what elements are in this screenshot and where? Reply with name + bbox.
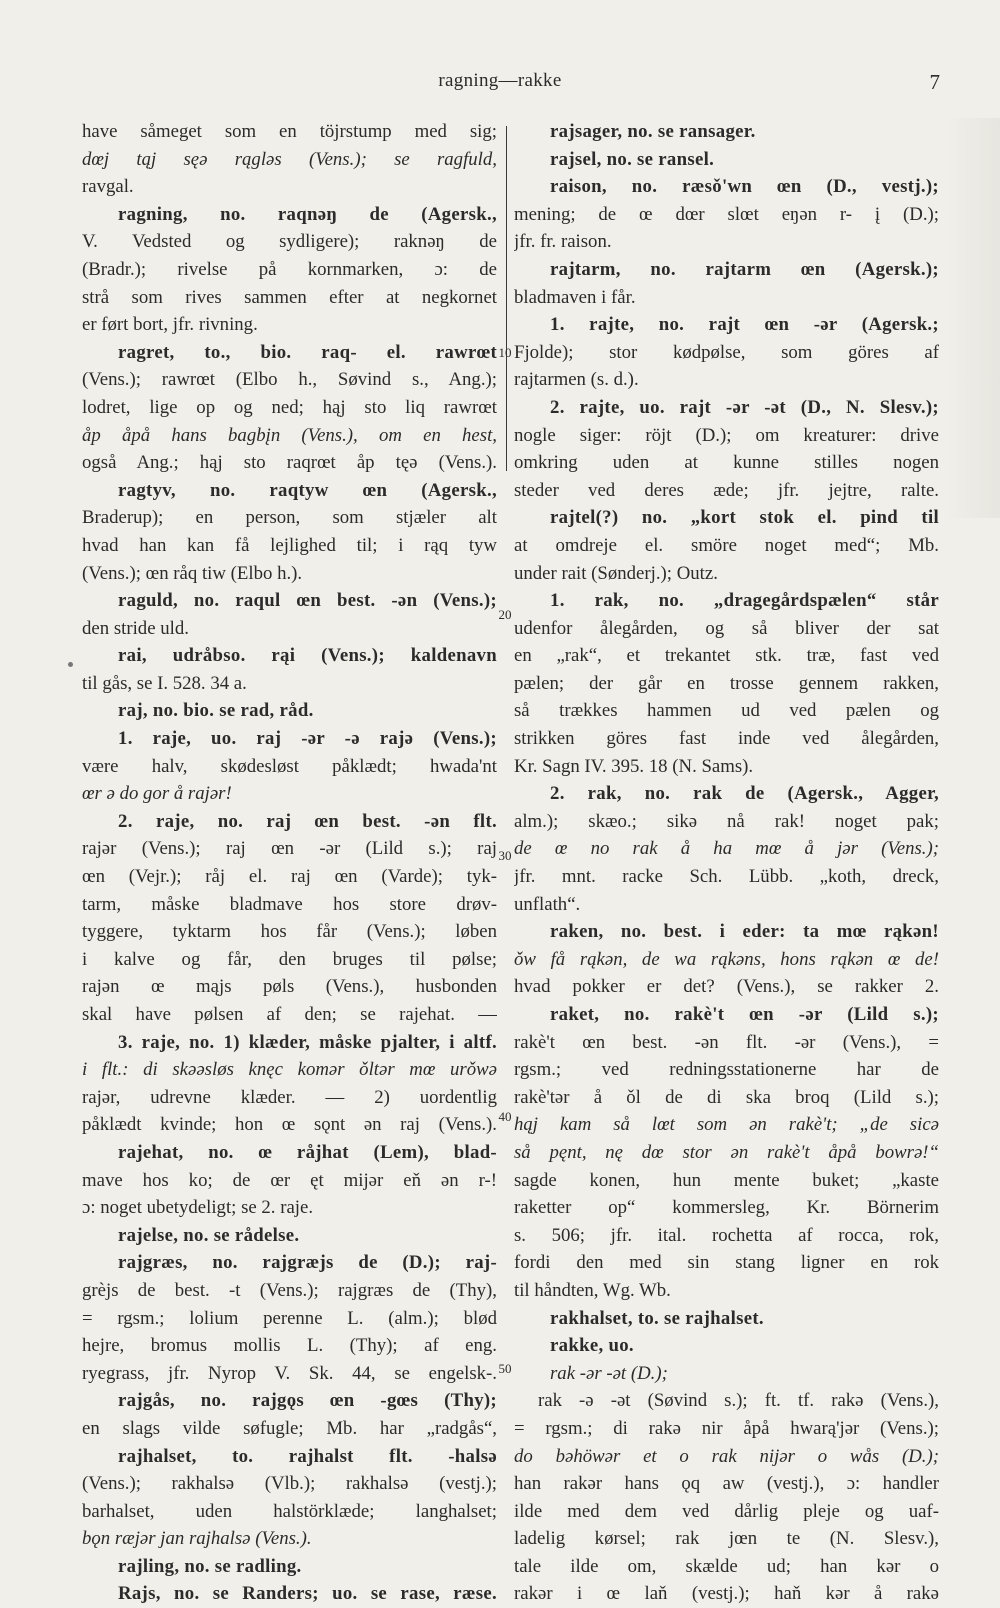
entry-line: raketter op“ kommersleg, Kr. Börnerim: [514, 1197, 939, 1219]
line-number-50: 50: [498, 1361, 512, 1376]
right-column: [514, 118, 939, 1608]
entry-headword-line: 1. rak, no. „dragegårdspælen“ står: [550, 590, 939, 612]
entry-line: rgsm.; ved redningsstationerne har de: [514, 1059, 939, 1081]
entry-line: rak -ər -ət (D.);: [550, 1362, 668, 1384]
bleed-through-shadow: [945, 118, 1000, 518]
entry-line: dœj tąj sęə rąglǝs (Vens.); se ragfuld,: [82, 148, 497, 170]
entry-headword-line: 1. raje, uo. raj -ər -ə rajə (Vens.);: [118, 728, 497, 750]
entry-line: rajən œ mąjs pøls (Vens.), husbonden: [82, 976, 497, 998]
entry-line: den stride uld.: [82, 617, 189, 639]
entry-line: rakər i œ laň (vestj.); haň kǝr å rakə: [514, 1583, 939, 1605]
entry-line: i flt.: di skǝəsløs knęc komər ǒltər mœ urǒwə: [82, 1059, 497, 1081]
entry-headword-line: ragtyv, no. raqtyw œn (Agersk.,: [118, 479, 497, 501]
entry-line: ryegrass, jfr. Nyrop V. Sk. 44, se engelsk-.: [82, 1362, 497, 1384]
entry-line: nogle siger: röjt (D.); om kreaturer: drive: [514, 424, 939, 446]
line-number-10: 10: [498, 345, 512, 360]
entry-line: bǫn ræjər jan rajhalsə (Vens.).: [82, 1528, 312, 1550]
entry-line: mave hos ko; de œr ęt mijər eň ən r-!: [82, 1169, 497, 1191]
entry-line: V. Vedsted og sydligere); raknəŋ de: [82, 231, 497, 253]
entry-line: tarm, måske bladmave hos store drøv-: [82, 893, 497, 915]
entry-line: strikken göres fast inde ved ålegården,: [514, 728, 939, 750]
entry-headword-line: ragning, no. raqnəŋ de (Agersk.,: [118, 203, 497, 225]
entry-line: hvad han kan få lejlighed til; i rąq tyw: [82, 534, 497, 556]
entry-line: åp åpå hans bagbįn (Vens.), om en hest,: [82, 424, 497, 446]
entry-line: tyggere, tyktarm hos får (Vens.); løben: [82, 921, 497, 943]
entry-line: Kr. Sagn IV. 395. 18 (N. Sams).: [514, 755, 754, 777]
entry-line: hejre, bromus mollis L. (Thy); af eng.: [82, 1335, 497, 1357]
entry-headword-line: rajgås, no. rajgǫs œn -gœs (Thy);: [118, 1390, 497, 1412]
entry-line: rak -ə -ət (Søvind s.); ft. tf. rakə (Vens.),: [538, 1390, 939, 1412]
line-number-30: 30: [498, 848, 512, 863]
entry-line: œr ə do gor å rajər!: [82, 783, 232, 805]
left-column: [82, 118, 497, 1608]
entry-line: han rakər hans ǫq aw (vestj.), ɔ: handler: [514, 1473, 939, 1495]
entry-line: ǒw få rąkən, de wa rąkəns, hons rąkən œ de!: [514, 948, 939, 970]
entry-line: at omdreje el. smöre noget med“; Mb.: [514, 534, 939, 556]
entry-headword-line: Rajs, no. se Randers; uo. se rase, ræse.: [118, 1583, 497, 1605]
entry-line: bladmaven i får.: [514, 286, 636, 308]
entry-line: så pęnt, nę dœ stor ən rakè't åpå bowrə!“: [514, 1141, 939, 1163]
entry-line: de œ no rak å ha mœ å jǝr (Vens.);: [514, 838, 939, 860]
entry-headword-line: 2. rak, no. rak de (Agersk., Agger,: [550, 783, 939, 805]
entry-line: (Bradr.); rivelse på kornmarken, ɔ: de: [82, 258, 497, 280]
entry-line: (Vens.); œn råq tiw (Elbo h.).: [82, 562, 303, 584]
entry-headword-line: raison, no. ræsǒ'wn œn (D., vestj.);: [550, 176, 939, 198]
entry-line: sagde konen, hun mente buket; „kaste: [514, 1169, 939, 1191]
entry-line: rakè'tər å ǒl de di ska broq (Lild s.);: [514, 1086, 939, 1108]
entry-line: strå som rives sammen efter at negkornet: [82, 286, 497, 308]
entry-line: være halv, skødesløst påklædt; hwada'nt: [82, 755, 497, 777]
entry-line: Fjolde); stor kødpølse, som göres af: [514, 341, 939, 363]
entry-line: påklædt kvinde; hon œ sǫnt ən raj (Vens.).: [82, 1114, 497, 1136]
entry-line: have såmeget som en töjrstump med sig;: [82, 121, 497, 142]
entry-headword-line: raken, no. best. i eder: ta mœ rąkən!: [550, 921, 939, 943]
entry-headword-line: rakke, uo.: [550, 1335, 634, 1357]
entry-headword-line: rajsel, no. se ransel.: [550, 148, 715, 170]
entry-line: ilde med dem ved dårlig pleje og uaf-: [514, 1500, 939, 1522]
entry-line: jfr. fr. raison.: [514, 231, 612, 253]
entry-headword-line: rajehat, no. œ råjhat (Lem), blad-: [118, 1141, 497, 1163]
entry-line: ravgal.: [82, 176, 134, 198]
entry-line: en „rak“, et trekantet stk. træ, fast ved: [514, 645, 939, 667]
entry-headword-line: raguld, no. raqul œn best. -ən (Vens.);: [118, 590, 497, 612]
entry-line: lodret, lige op og ned; hąj sto liq rawrœt: [82, 396, 497, 418]
entry-line: fordi den med sin stang ligner en rok: [514, 1252, 939, 1274]
entry-line: (Vens.); rakhalsə (Vlb.); rakhalsə (vestj.);: [82, 1473, 497, 1495]
entry-line: rajtarmen (s. d.).: [514, 369, 639, 391]
entry-line: unflath“.: [514, 893, 581, 915]
entry-headword-line: 1. rajte, no. rajt œn -ər (Agersk.;: [550, 314, 939, 336]
entry-headword-line: rajtel(?) no. „kort stok el. pind til: [550, 507, 939, 529]
entry-line: i kalve og får, den bruges til pølse;: [82, 948, 497, 970]
entry-line: under rait (Sønderj.); Outz.: [514, 562, 718, 584]
entry-line: do bəhöwər et o rak nijər o wås (D.);: [514, 1445, 939, 1467]
entry-line: til gås, se I. 528. 34 a.: [82, 672, 247, 694]
entry-headword-line: rakhalset, to. se rajhalset.: [550, 1307, 764, 1329]
entry-headword-line: raket, no. rakè't œn -ər (Lild s.);: [550, 1004, 939, 1025]
entry-line: s. 506; jfr. ital. rochetta af rocca, rok,: [514, 1224, 939, 1246]
entry-line: er ført bort, jfr. rivning.: [82, 314, 258, 336]
entry-headword-line: 2. raje, no. raj œn best. -ən flt.: [118, 810, 497, 832]
entry-line: rakè't œn best. -ən flt. -ər (Vens.), =: [514, 1031, 939, 1053]
entry-line: alm.); skæo.; sikə nå rak! noget pak;: [514, 810, 939, 832]
entry-line: (Vens.); rawrœt (Elbo h., Søvind s., Ang.);: [82, 369, 497, 391]
entry-line: så trækkes hammen ud ved pælen og: [514, 700, 939, 722]
entry-line: rajər (Vens.); raj œn -ər (Lild s.); raj: [82, 838, 497, 860]
entry-headword-line: rajelse, no. se rådelse.: [118, 1224, 300, 1246]
entry-line: = rgsm.; di rakə nir åpå hwarą'jər (Vens.);: [514, 1417, 939, 1439]
entry-line: = rgsm.; lolium perenne L. (alm.); blød: [82, 1307, 497, 1329]
ink-speck: [68, 662, 73, 667]
entry-line: grèjs de best. -t (Vens.); rajgræs de (Thy),: [82, 1279, 497, 1301]
entry-line: omkring uden at kunne stilles nogen: [514, 452, 939, 474]
line-number-40: 40: [498, 1109, 512, 1124]
entry-line: steder ved deres æde; jfr. jejtre, ralte.: [514, 479, 939, 501]
entry-line: udenfor ålegården, og så bliver der sat: [514, 617, 939, 639]
entry-line: mening; de œ dœr slœt eŋən r- į (D.);: [514, 203, 939, 225]
running-title: ragning—rakke: [438, 70, 562, 91]
page-header: [0, 70, 1000, 94]
entry-line: ɔ: noget ubetydeligt; se 2. raje.: [82, 1197, 314, 1219]
entry-headword-line: raj, no. bio. se rad, råd.: [118, 700, 314, 722]
entry-line: hąj kam så lœt som ən rakè't; „de sicə: [514, 1114, 939, 1136]
page-number: 7: [929, 70, 940, 94]
entry-headword-line: rajhalset, to. rajhalst flt. -halsə: [118, 1445, 497, 1467]
line-number-20: 20: [498, 607, 512, 622]
entry-line: pælen; der går en trosse gennem rakken,: [514, 672, 939, 694]
entry-line: ladelig kørsel; rak jœn te (N. Slesv.),: [514, 1528, 939, 1550]
entry-line: rajər, udrevne klæder. — 2) uordentlig: [82, 1086, 497, 1108]
entry-headword-line: 3. raje, no. 1) klæder, måske pjalter, i altf.: [118, 1031, 497, 1053]
entry-line: Braderup); en person, som stjæler alt: [82, 507, 497, 529]
entry-headword-line: ragret, to., bio. raq- el. rawrœt: [118, 341, 497, 363]
entry-line: til håndten, Wg. Wb.: [514, 1279, 671, 1301]
entry-headword-line: rajsager, no. se ransager.: [550, 121, 756, 142]
entry-line: barhalset, uden halstörklæde; langhalset;: [82, 1500, 497, 1522]
entry-headword-line: rajgræs, no. rajgræjs de (D.); raj-: [118, 1252, 497, 1274]
entry-headword-line: rai, udråbso. rąi (Vens.); kaldenavn: [118, 645, 497, 667]
entry-line: hvad pokker er det? (Vens.), se rakker 2.: [514, 976, 939, 998]
entry-headword-line: rajling, no. se radling.: [118, 1555, 302, 1577]
entry-line: œn (Vejr.); råj el. raj œn (Varde); tyk-: [82, 866, 497, 888]
column-divider: [506, 126, 507, 471]
entry-line: en slags vilde søfugle; Mb. har „radgås“,: [82, 1417, 497, 1439]
entry-line: skal have pølsen af den; se rajehat. —: [82, 1004, 497, 1025]
entry-line: også Ang.; hąj sto raqrœt åp tęə (Vens.).: [82, 452, 497, 474]
entry-headword-line: rajtarm, no. rajtarm œn (Agersk.);: [550, 258, 939, 280]
entry-line: tale ilde om, skælde ud; han kǝr o: [514, 1555, 939, 1577]
entry-headword-line: 2. rajte, uo. rajt -ər -ət (D., N. Slesv.);: [550, 396, 939, 418]
entry-line: jfr. mnt. racke Sch. Lübb. „koth, dreck,: [514, 866, 939, 888]
